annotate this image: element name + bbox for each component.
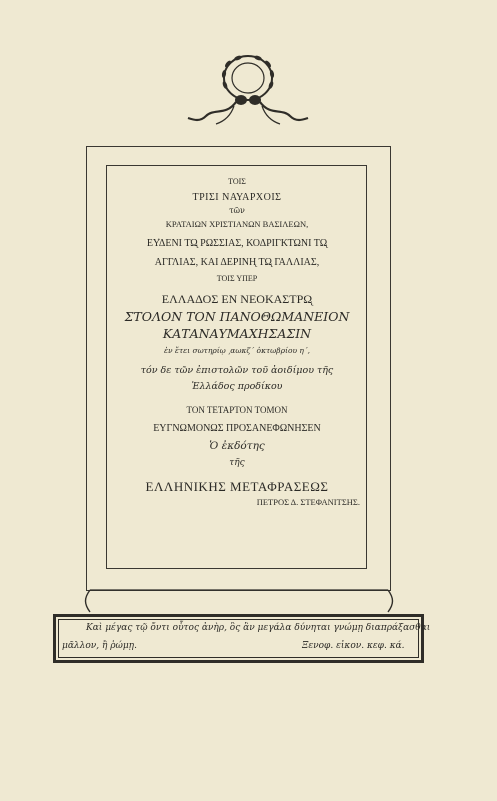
epigraph-box [53, 614, 431, 663]
dedication-line: ΑΓΓΛΙΑΣ, ΚΑΙ ΔΕΡΙΝΗ̨ ΤΩ̨ ΓΑΛΛΙΑΣ, [154, 257, 320, 268]
dedication-line: τόν δε τῶν ἐπιστολῶν τοῦ ἀοιδίμου τῆς [140, 365, 334, 376]
laurel-wreath-ornament [186, 50, 310, 130]
dedication-line: ΠΕΤΡΟΣ Δ. ΣΤΕΦΑΝΙΤΣΗΣ. [256, 497, 360, 507]
dedication-line: ΚΡΑΤΑΙΩΝ ΧΡΙΣΤΙΑΝΩΝ ΒΑΣΙΛΕΩΝ, [165, 219, 309, 229]
epigraph-source: Ξενοφ. εἰκον. κεφ. κά. [302, 641, 405, 651]
dedication-block [106, 178, 368, 512]
dedication-line: Ὁ ἐκδότης [209, 440, 265, 452]
dedication-line: ΕΥΓΝΩΜΟΝΩΣ ΠΡΟΣΑΝΕΦΩΝΗΣΕΝ [153, 423, 321, 434]
dedication-line: ΕΥ̓ΔΕΝΙ ΤΩ̨ ΡΩΣΣΙΑΣ, ΚΟΔΡΙΓΚΤΩΝΙ ΤΩ̨ [146, 238, 328, 249]
pedestal-base-ornament [84, 588, 394, 614]
dedication-line: τῶν [229, 206, 245, 215]
epigraph-text-line1: Καὶ μέγας τῷ ὄντι οὗτος ἀνὴρ, ὃς ἂν μεγάλα δύνηται γνώμῃ διαπράξασθαι [86, 623, 431, 633]
dedication-line: ΕΛΛΗΝΙΚΗΣ ΜΕΤΑΦΡΑΣΕΩΣ [145, 479, 329, 494]
dedication-line: ΣΤΟΛΟΝ ΤΟΝ ΠΑΝΟΘΩΜΑΝΕΙΟΝ [124, 309, 350, 324]
dedication-line: Ἑλλάδος προδίκου [191, 381, 283, 392]
dedication-line: ἐν ἔτει σωτηρίῳ ͵αωκζ΄ ὀκτωβρίου η΄, [163, 346, 311, 355]
dedication-line: ΤΟΙΣ ΥΠΕΡ [216, 274, 258, 283]
dedication-line: ΕΛΛΑΔΟΣ ΕΝ ΝΕΟΚΑΣΤΡΩ̨ [161, 292, 313, 306]
epigraph-text-line2: μᾶλλον, ἢ ῥώμῃ. [62, 641, 137, 651]
dedication-line: ΚΑΤΑΝΑΥΜΑΧΗΣΑΣΙΝ [162, 326, 312, 341]
dedication-line: τῆς [229, 458, 245, 468]
dedication-line: ΤΟΝ ΤΕΤΑΡΤΟΝ ΤΟΜΟΝ [186, 405, 288, 415]
dedication-line: ΤΟΙΣ [228, 177, 246, 186]
dedication-line: ΤΡΙΣΙ ΝΑΥΑΡΧΟΙΣ [192, 192, 282, 203]
